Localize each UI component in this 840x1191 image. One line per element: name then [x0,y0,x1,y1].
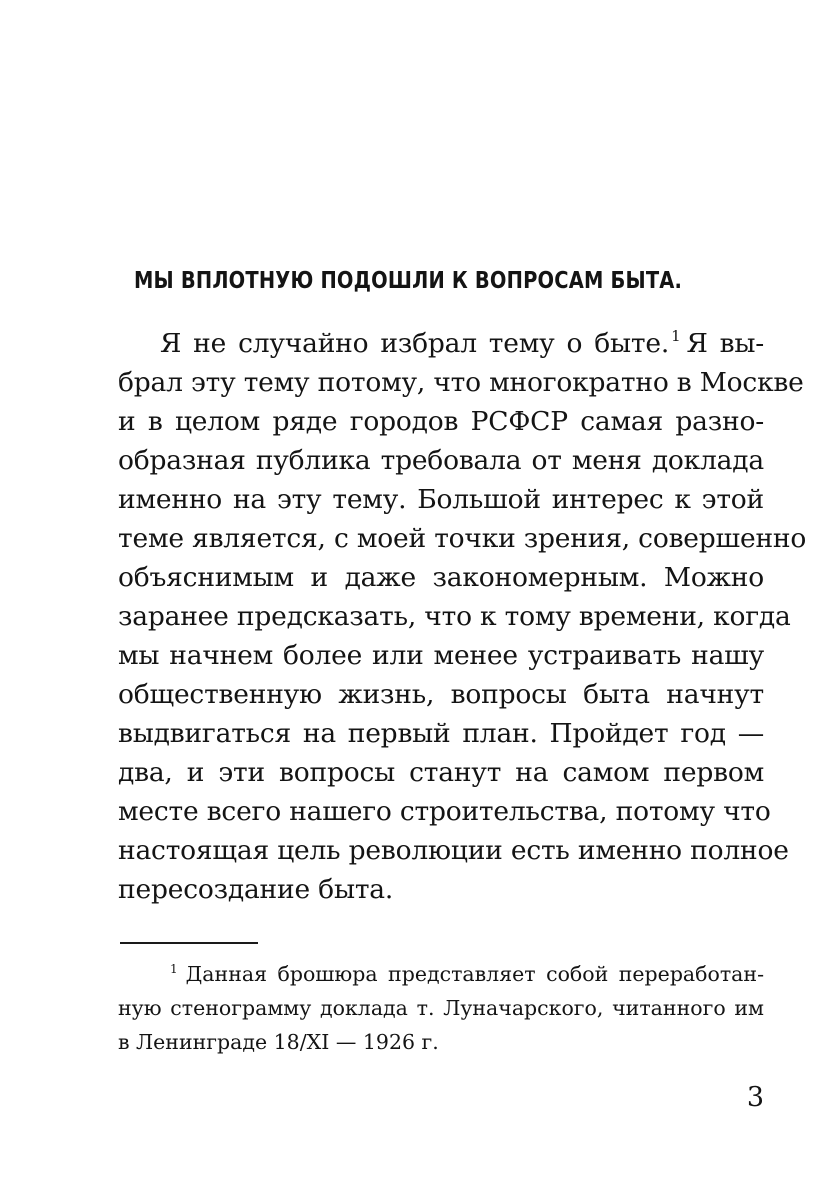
footnote [118,957,764,1059]
body-line: заранее предсказать, что к тому времени, когда [118,601,791,632]
footnote-line-text: Данная брошюра представляет собой переработан- [185,962,764,986]
body-line-text: Я вы- [686,328,764,359]
page-number: 3 [746,1082,764,1113]
footnote-line: в Ленинграде 18/XI — 1926 г. [118,1030,439,1054]
body-line: объяснимым и даже закономерным. Можно [118,562,764,593]
footnote-line [118,957,764,991]
body-line-text: Я не случайно избрал тему о быте. [160,328,670,359]
body-line: образная публика требовала от меня доклада [118,445,764,476]
body-line: именно на эту тему. Большой интерес к этой [118,484,764,515]
body-line: теме является, с моей точки зрения, совершенно [118,523,807,554]
body-line: общественную жизнь, вопросы быта начнут [118,679,764,710]
body-line: настоящая цель революции есть именно полное [118,835,789,866]
body-line: выдвигаться на первый план. Пройдет год — [118,718,764,749]
footnote-divider [120,942,258,944]
body-line: два, и эти вопросы станут на самом первом [118,757,764,788]
body-line: брал эту тему потому, что многократно в Москве [118,367,804,398]
footnote-line: ную стенограмму доклада т. Луначарского, читанного им [118,996,764,1020]
section-heading: МЫ ВПЛОТНУЮ ПОДОШЛИ К ВОПРОСАМ БЫТА. [134,268,683,294]
body-line: мы начнем более или менее устраивать нашу [118,640,764,671]
body-line [118,324,764,363]
body-paragraph [118,324,807,909]
footnote-reference[interactable]: 1 [671,327,681,345]
body-line: месте всего нашего строительства, потому что [118,796,771,827]
body-line: пересоздание быта. [118,874,394,905]
body-line: и в целом ряде городов РСФСР самая разно- [118,406,764,437]
footnote-marker: 1 [170,962,178,976]
